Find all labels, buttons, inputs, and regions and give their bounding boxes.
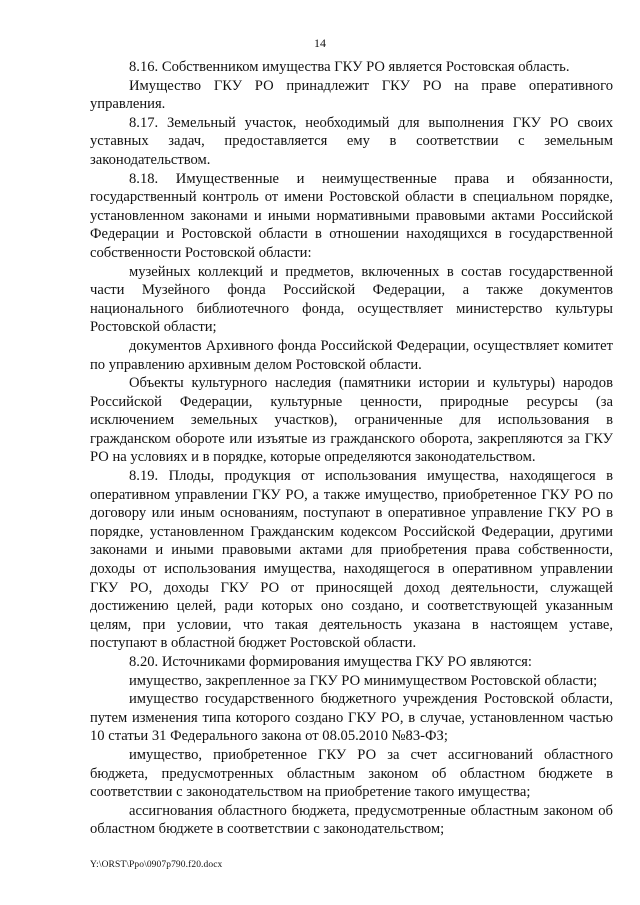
paragraph-acquired-property: имущество, приобретенное ГКУ РО за счет ассигнований областного бюджета, предусмотренных областным законом об областном бюджете в соответствии с законодательством на приобретение такого имущества; xyxy=(90,746,613,801)
paragraph-museum-collections: музейных коллекций и предметов, включенных в состав государственной части Музейного фонда Российской Федерации, а также документов национального библиотечного фонда, осуществляет министерство культуры Ростовской области; xyxy=(90,263,613,336)
paragraph-8-17: 8.17. Земельный участок, необходимый для выполнения ГКУ РО своих уставных задач, предоставляется ему в соответствии с земельным законодательством. xyxy=(90,114,613,168)
paragraph-operational-management: Имущество ГКУ РО принадлежит ГКУ РО на праве оперативного управления. xyxy=(90,77,613,113)
paragraph-budget-institution-property: имущество государственного бюджетного учреждения Ростовской области, путем изменения типа которого создано ГКУ РО, в случае, установленном частью 10 статьи 31 Федерального закона от 08.05.2010 №83-ФЗ; xyxy=(90,691,613,745)
paragraph-8-16: 8.16. Собственником имущества ГКУ РО является Ростовская область. xyxy=(129,59,570,75)
paragraph-budget-allocations: ассигнования областного бюджета, предусмотренные областным законом об областном бюджете в соответствии с законодательством; xyxy=(90,802,613,838)
paragraph-8-19: 8.19. Плоды, продукция от использования имущества, находящегося в оперативном управлении ГКУ РО, а также имущество, приобретенное ГКУ РО по договору или иным основаниям, поступают в оперативное управление ГКУ РО в порядке, установленном Гражданским кодексом Российской Федерации, другими законами и иными правовыми актами для приобретения права собственности, доходы от использования имущества, находящегося в оперативном управлении ГКУ РО, доходы ГКУ РО от приносящей доход деятельности, служащей достижению целей, ради которых оно создано, и соответствующей указанным целям, при условии, что такая деятельность указана в настоящем уставе, поступают в областной бюджет Ростовской области. xyxy=(90,468,613,652)
footer-file-path: Y:\ORST\Ppo\0907p790.f20.docx xyxy=(90,860,223,870)
paragraph-8-20: 8.20. Источниками формирования имущества ГКУ РО являются: xyxy=(129,654,532,670)
paragraph-assigned-property: имущество, закрепленное за ГКУ РО минимуществом Ростовской области; xyxy=(129,672,598,689)
page-number: 14 xyxy=(314,36,326,50)
paragraph-cultural-heritage: Объекты культурного наследия (памятники истории и культуры) народов Российской Федерации, культурные ценности, природные ресурсы (за исключением земельных участков), ограниченные для использования в гражданском обороте или изъятые из гражданского оборота, закрепляются за ГКУ РО на условиях и в порядке, которые определяются законодательством. xyxy=(90,375,613,466)
document-body xyxy=(90,58,613,839)
paragraph-archive-documents: документов Архивного фонда Российской Федерации, осуществляет комитет по управлению архивным делом Ростовской области. xyxy=(90,337,613,373)
paragraph-8-18: 8.18. Имущественные и неимущественные права и обязанности, государственный контроль от имени Ростовской области в специальном порядке, установленном законами и иными нормативными правовыми актами Российской Федерации и Ростовской области в отношении находящихся в государственной собственности Ростовской области: xyxy=(90,170,613,261)
